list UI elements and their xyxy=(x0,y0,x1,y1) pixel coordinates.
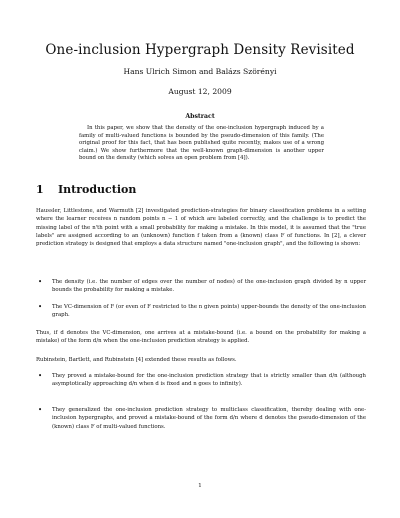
bullet-item xyxy=(38,372,366,389)
bullet-dot-icon: • xyxy=(38,406,43,414)
paper-authors: Hans Ulrich Simon and Balázs Szörényi xyxy=(123,67,277,76)
intro-paragraph-1: Haussler, Littlestone, and Warmuth [2] investigated prediction-strategies for binary classification problems in a setting where the learner receives n random points n − 1 of which are labeled correctly, and the challenge is to predict the missing label of the n'th point with a small probability for making a mistake. In this model, it is assumed that the "true labels" are assigned according to an (unknown) function f taken from a (known) class F of functions. In [2], a clever prediction strategy is designed that employs a data structure named "one-inclusion graph", and the following is shown: xyxy=(36,208,366,248)
page-number: 1 xyxy=(198,483,202,489)
section-number: 1 xyxy=(36,183,44,196)
abstract-heading: Abstract xyxy=(185,113,215,120)
bullet-text: They generalized the one-inclusion prediction strategy to multiclass classification, thereby dealing with one-inclusion hypergraphs, and proved a mistake-bound of the form d/n where d denotes the pseudo-dimension of the (known) class F of multi-valued functions. xyxy=(52,407,366,430)
bullet-dot-icon: • xyxy=(38,372,43,380)
intro-paragraph-3: Rubinstein, Bartlett, and Rubinstein [4] extended these results as follows. xyxy=(36,357,237,363)
section-heading xyxy=(36,183,136,196)
paper-date: August 12, 2009 xyxy=(168,87,232,96)
bullet-text: They proved a mistake-bound for the one-inclusion prediction strategy that is strictly smaller than d/n (although asymptotically approaching d/n when d is fixed and n goes to infinity). xyxy=(52,373,366,388)
bullet-dot-icon: • xyxy=(38,303,43,311)
bullet-text: The VC-dimension of F (or even of F restricted to the n given points) upper-bounds the density of the one-inclusion graph. xyxy=(52,304,366,319)
intro-paragraph-2: Thus, if d denotes the VC-dimension, one arrives at a mistake-bound (i.e. a bound on the probability for making a mistake) of the form d/n when the one-inclusion prediction strategy is applied. xyxy=(36,330,366,345)
abstract-text: In this paper, we show that the density of the one-inclusion hypergraph induced by a family of multi-valued functions is bounded by the pseudo-dimension of this family. (The original proof for this fact, that has been published quite recently, makes use of a wrong claim.) We show furthermore that the well-known graph-dimension is another upper bound on the density (which solves an open problem from [4]). xyxy=(79,125,324,162)
bullet-dot-icon: • xyxy=(38,278,43,286)
bullet-item xyxy=(38,406,366,431)
bullet-item xyxy=(38,303,366,320)
bullet-text: The density (i.e. the number of edges over the number of nodes) of the one-inclusion graph divided by n upper bounds the probability for making a mistake. xyxy=(52,279,366,294)
paper-title: One-inclusion Hypergraph Density Revisited xyxy=(45,42,355,58)
section-title: Introduction xyxy=(58,183,137,196)
bullet-item xyxy=(38,278,366,295)
